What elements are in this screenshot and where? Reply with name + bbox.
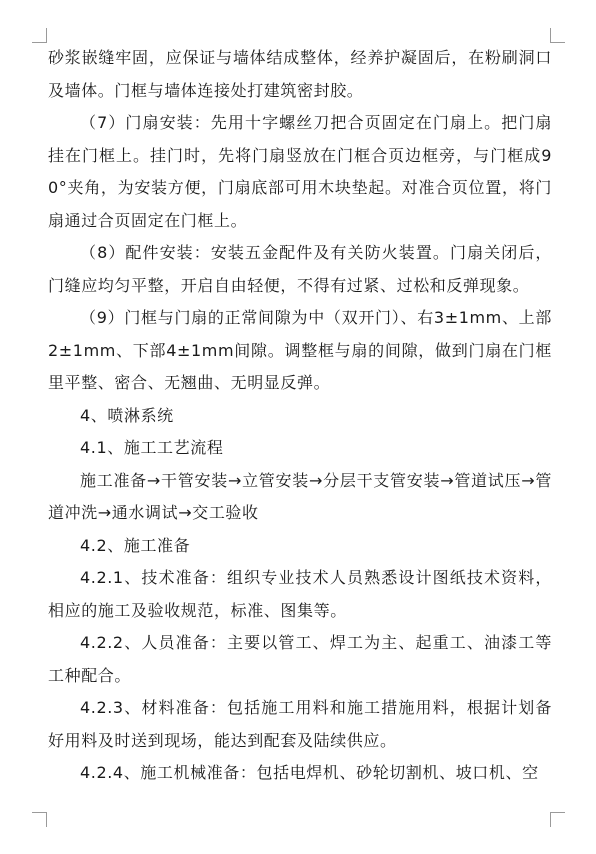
document-body <box>48 42 552 790</box>
crop-mark-bottom-left <box>32 812 47 827</box>
paragraph-continuation: 砂浆嵌缝牢固，应保证与墙体结成整体，经养护凝固后，在粉刷洞口及墙体。门框与墙体连接处打建筑密封胶。 <box>48 48 552 100</box>
paragraph-machinery-preparation: 4.2.4、施工机械准备：包括电焊机、砂轮切割机、坡口机、空 <box>80 763 539 782</box>
heading-construction-preparation: 4.2、施工准备 <box>80 535 191 555</box>
paragraph-personnel-preparation: 4.2.2、人员准备：主要以管工、焊工为主、起重工、油漆工等工种配合。 <box>48 633 552 685</box>
crop-mark-bottom-right <box>550 812 565 827</box>
paragraph-door-gap: （9）门框与门扇的正常间隙为中（双开门）、右3±1mm、上部2±1mm、下部4±1mm间隙。调整框与扇的间隙，做到门扇在门框里平整、密合、无翘曲、无明显反弹。 <box>48 308 552 392</box>
paragraph-process-flow: 施工准备→干管安装→立管安装→分层干支管安装→管道试压→管道冲洗→通水调试→交工验收 <box>48 470 552 522</box>
crop-mark-top-right <box>550 28 565 43</box>
paragraph-door-leaf-installation: （7）门扇安装：先用十字螺丝刀把合页固定在门扇上。把门扇挂在门框上。挂门时，先将门扇竖放在门框合页边框旁，与门框成90°夹角，为安装方便，门扇底部可用木块垫起。对准合页位置，将门扇通过合页固定在门框上。 <box>48 113 552 230</box>
paragraph-material-preparation: 4.2.3、材料准备：包括施工用料和施工措施用料，根据计划备好用料及时送到现场，能达到配套及陆续供应。 <box>48 698 552 750</box>
heading-sprinkler-system: 4、喷淋系统 <box>80 405 174 425</box>
heading-process-flow: 4.1、施工工艺流程 <box>80 438 224 457</box>
paragraph-technical-preparation: 4.2.1、技术准备：组织专业技术人员熟悉设计图纸技术资料，相应的施工及验收规范，标准、图集等。 <box>48 568 552 620</box>
paragraph-fittings-installation: （8）配件安装：安装五金配件及有关防火装置。门扇关闭后，门缝应均匀平整，开启自由轻便，不得有过紧、过松和反弹现象。 <box>48 243 552 295</box>
crop-mark-top-left <box>32 28 47 43</box>
